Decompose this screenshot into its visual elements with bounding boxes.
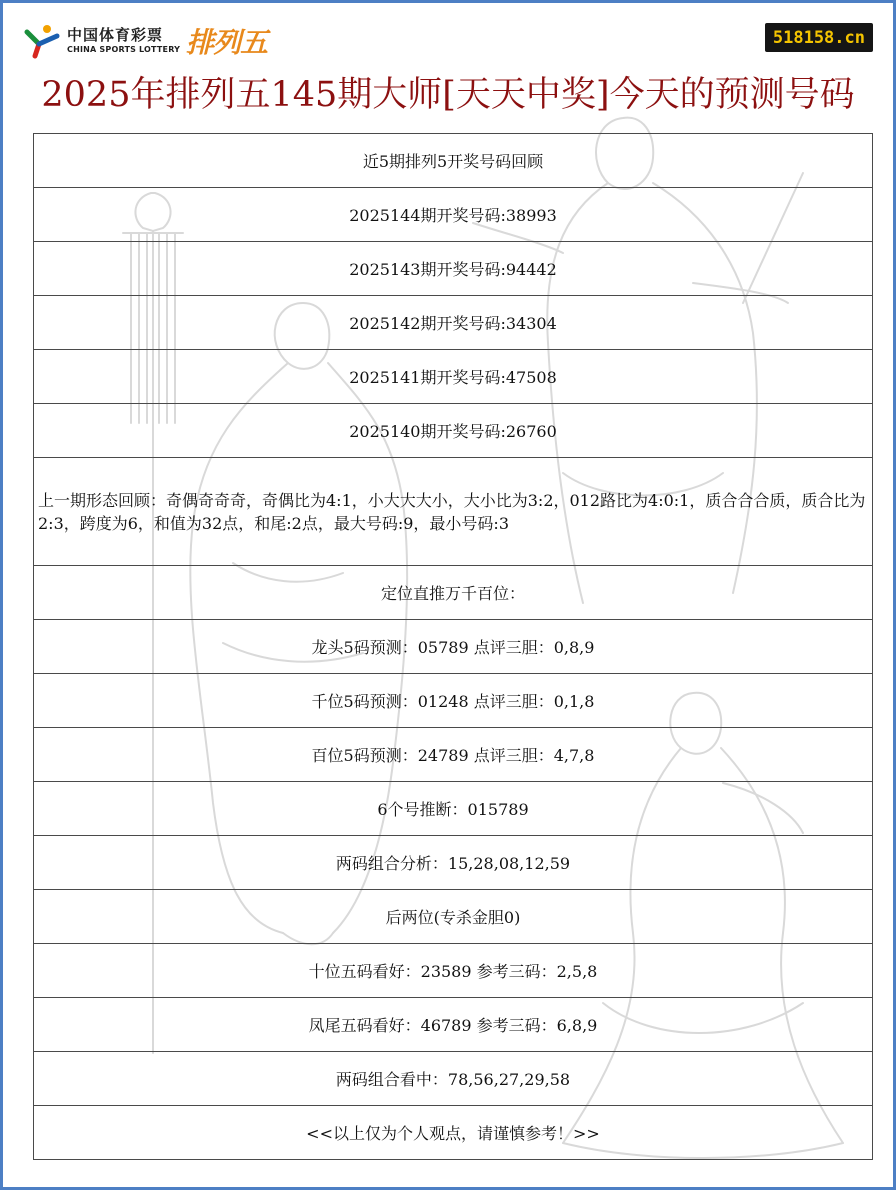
- table-row: [34, 1052, 873, 1106]
- page-title: 2025年排列五145期大师[天天中奖]今天的预测号码: [41, 75, 855, 115]
- table-row: [34, 134, 873, 188]
- table-cell: 龙头5码预测：05789 点评三胆：0,8,9: [34, 620, 873, 674]
- table-cell: 凤尾五码看好：46789 参考三码：6,8,9: [34, 998, 873, 1052]
- table-cell: 十位五码看好：23589 参考三码：2,5,8: [34, 944, 873, 998]
- prediction-table: [33, 133, 873, 1160]
- table-row: [34, 458, 873, 566]
- table-cell: 定位直推万千百位：: [34, 566, 873, 620]
- table-cell: 千位5码预测：01248 点评三胆：0,1,8: [34, 674, 873, 728]
- table-row: [34, 620, 873, 674]
- table-cell: 2025140期开奖号码:26760: [34, 404, 873, 458]
- logo-wordmark: [67, 28, 180, 54]
- table-cell: 2025144期开奖号码:38993: [34, 188, 873, 242]
- lottery-emblem-icon: [23, 22, 61, 60]
- table-cell: 近5期排列5开奖号码回顾: [34, 134, 873, 188]
- table-row: [34, 890, 873, 944]
- table-cell: 后两位(专杀金胆0): [34, 890, 873, 944]
- table-row: [34, 782, 873, 836]
- game-name-logo: 排列五: [186, 26, 268, 59]
- table-cell: <<以上仅为个人观点，请谨慎参考！>>: [34, 1106, 873, 1160]
- table-cell: 两码组合看中：78,56,27,29,58: [34, 1052, 873, 1106]
- table-row: [34, 242, 873, 296]
- table-row: [34, 566, 873, 620]
- table-cell: 6个号推断：015789: [34, 782, 873, 836]
- site-badge[interactable]: 518158.cn: [765, 23, 873, 52]
- table-row: [34, 296, 873, 350]
- table-row: [34, 836, 873, 890]
- table-row: [34, 350, 873, 404]
- table-row: [34, 944, 873, 998]
- table-cell: 百位5码预测：24789 点评三胆：4,7,8: [34, 728, 873, 782]
- table-cell: 2025143期开奖号码:94442: [34, 242, 873, 296]
- page-header: [3, 3, 893, 133]
- table-cell: 2025141期开奖号码:47508: [34, 350, 873, 404]
- table-row: [34, 188, 873, 242]
- table-row: [34, 1106, 873, 1160]
- table-cell: 2025142期开奖号码:34304: [34, 296, 873, 350]
- table-cell-pattern-review: 上一期形态回顾：奇偶奇奇奇，奇偶比为4:1，小大大大小，大小比为3:2，012路比为4:0:1，质合合合质，质合比为2:3，跨度为6，和值为32点，和尾:2点，最大号码:9，最小号码:3: [34, 458, 873, 566]
- china-sports-lottery-logo: [23, 21, 267, 61]
- table-row: [34, 998, 873, 1052]
- table-row: [34, 404, 873, 458]
- table-row: [34, 728, 873, 782]
- logo-english-text: CHINA SPORTS LOTTERY: [67, 45, 181, 54]
- logo-chinese-text: 中国体育彩票: [67, 26, 164, 44]
- table-row: [34, 674, 873, 728]
- table-cell: 两码组合分析：15,28,08,12,59: [34, 836, 873, 890]
